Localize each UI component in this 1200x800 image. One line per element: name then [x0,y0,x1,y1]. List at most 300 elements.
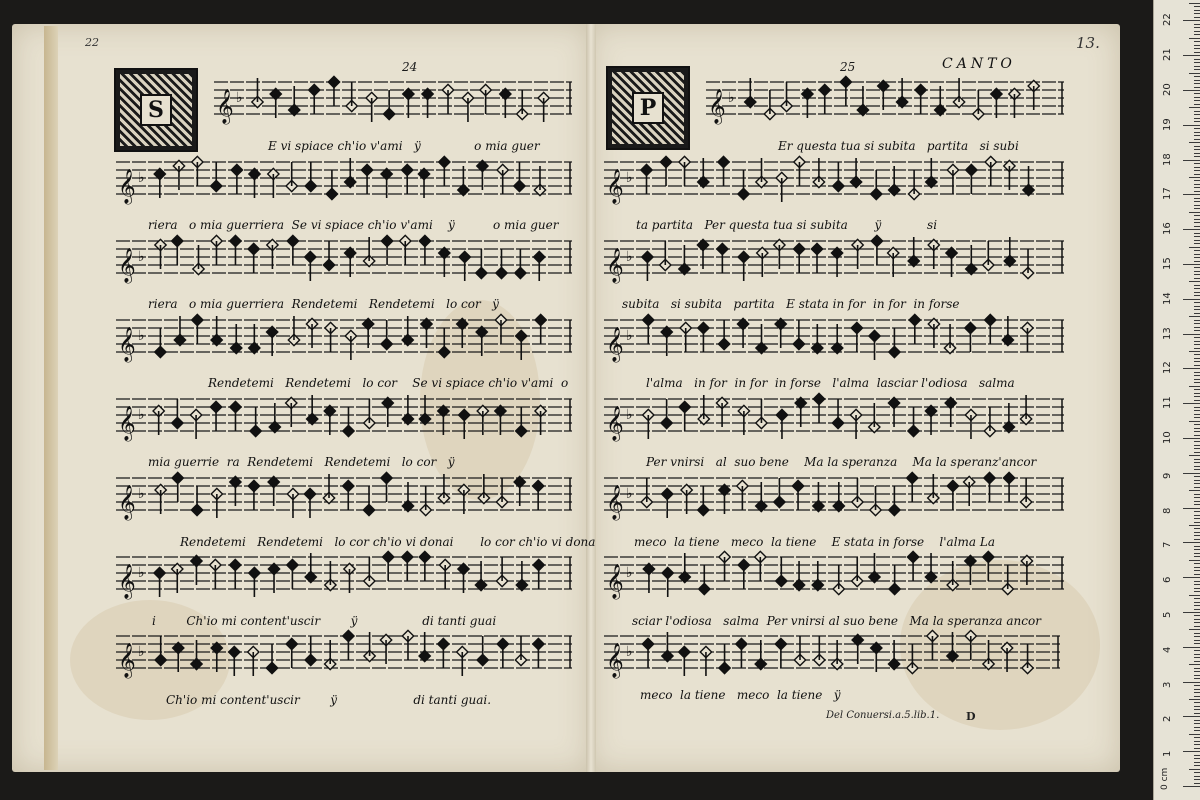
music-staff [604,310,1064,366]
ruler-tick [1194,448,1200,449]
ruler-tick [1189,281,1200,282]
ruler-tick [1194,776,1200,777]
clef-icon: 𝄞 [606,248,624,283]
ruler-tick [1194,6,1200,7]
ruler-tick [1194,80,1200,81]
ruler-tick [1194,27,1200,28]
ruler-tick [1194,219,1200,220]
music-staff [116,547,572,603]
ruler-label: 9 [1162,472,1173,479]
ruler-tick [1189,421,1200,422]
ruler-tick [1194,149,1200,150]
ruler-tick [1194,323,1200,324]
ruler-tick [1183,577,1200,578]
clef-icon: 𝄞 [118,248,136,283]
clef-icon: 𝄞 [118,485,136,520]
ruler-tick [1194,428,1200,429]
ruler-label: 11 [1162,396,1173,410]
ruler-tick [1194,441,1200,442]
decorated-initial-p [606,66,690,150]
ruler-tick [1194,59,1200,60]
ruler-tick [1194,337,1200,338]
ruler-tick [1189,560,1200,561]
flat-icon: ♭ [138,328,145,344]
lyric-line: i Ch'io mi content'uscir ÿ di tanti guai [152,614,497,628]
ruler-tick [1194,250,1200,251]
ruler-tick [1194,354,1200,355]
ruler-label: 6 [1162,576,1173,584]
ruler-tick [1194,511,1200,512]
ruler-tick [1194,779,1200,780]
ruler-tick [1183,542,1200,543]
ruler-tick [1194,501,1200,502]
ruler-tick [1194,758,1200,759]
music-staff [116,468,572,524]
ruler-tick [1194,622,1200,623]
ruler-tick [1194,187,1200,188]
ruler-tick [1194,417,1200,418]
ruler-tick [1194,156,1200,157]
ruler-tick [1194,567,1200,568]
ruler-tick [1194,410,1200,411]
flat-icon: ♭ [626,407,633,423]
ruler-tick [1194,309,1200,310]
ruler-tick [1194,226,1200,227]
ruler-tick [1189,595,1200,596]
flat-icon: ♭ [236,90,243,106]
clef-icon: 𝄞 [606,406,624,441]
ruler-tick [1183,160,1200,161]
ruler-tick [1194,741,1200,742]
ruler-tick [1183,20,1200,21]
ruler-tick [1194,609,1200,610]
ruler-tick [1189,107,1200,108]
ruler-tick [1194,483,1200,484]
lyric-line: riera o mia guerriera Rendetemi Rendetemi lo cor ÿ [148,297,499,311]
ruler-label: 10 [1162,431,1173,444]
ruler-tick [1189,247,1200,248]
lyric-line: Per vnirsi al suo bene Ma la speranza Ma la speranz'ancor [646,455,1037,469]
ruler-tick [1194,588,1200,589]
ruler-tick [1194,723,1200,724]
ruler-tick [1194,546,1200,547]
ruler-tick [1189,455,1200,456]
flat-icon: ♭ [626,486,633,502]
ruler-tick [1183,473,1200,474]
ruler-tick [1189,316,1200,317]
ruler-tick [1194,765,1200,766]
ruler-tick [1194,34,1200,35]
ruler-tick [1194,13,1200,14]
ruler-tick [1194,445,1200,446]
flat-icon: ♭ [626,328,633,344]
ruler-tick [1183,55,1200,56]
ruler-tick [1194,278,1200,279]
ruler-tick [1189,629,1200,630]
ruler-tick [1194,191,1200,192]
ruler-tick [1194,243,1200,244]
ruler-tick [1189,699,1200,700]
ruler-label: 7 [1162,542,1173,549]
ruler-tick [1189,3,1200,4]
ruler-tick [1194,201,1200,202]
ruler-tick [1194,696,1200,697]
ruler-tick [1194,170,1200,171]
right-page-number: 25 [840,60,856,74]
ruler-tick [1189,212,1200,213]
voice-part-header: CANTO [942,56,1016,72]
flat-icon: ♭ [728,90,735,106]
ruler-tick [1194,706,1200,707]
ruler-tick [1194,650,1200,651]
ruler-tick [1194,574,1200,575]
ruler-tick [1194,184,1200,185]
ruler-tick [1194,584,1200,585]
ruler-label: 20 [1162,83,1173,96]
ruler-tick [1194,52,1200,53]
ruler-tick [1194,755,1200,756]
ruler-label: 16 [1162,222,1173,236]
ruler-unit-label: 0 cm [1160,767,1170,790]
ruler-tick [1194,407,1200,408]
ruler-tick [1189,142,1200,143]
clef-icon: 𝄞 [216,89,234,124]
ruler-tick [1194,100,1200,101]
ruler-tick [1194,111,1200,112]
ruler-label: 19 [1162,118,1173,131]
flat-icon: ♭ [138,407,145,423]
ruler-tick [1183,716,1200,717]
ruler-tick [1194,487,1200,488]
left-page-number: 24 [402,60,418,74]
initial-letter: S [140,94,172,126]
ruler-tick [1194,180,1200,181]
ruler-tick [1189,734,1200,735]
ruler-tick [1194,31,1200,32]
ruler-tick [1194,104,1200,105]
lyric-line: Rendetemi Rendetemi lo cor Se vi spiace ch'io v'ami o [208,376,569,390]
ruler-tick [1194,591,1200,592]
ruler-tick [1194,306,1200,307]
ruler-tick [1194,62,1200,63]
music-staff [604,468,1064,524]
ruler-tick [1194,396,1200,397]
clef-icon: 𝄞 [118,406,136,441]
ruler-tick [1194,146,1200,147]
ruler-tick [1183,438,1200,439]
ruler-tick [1194,10,1200,11]
ruler-tick [1194,570,1200,571]
ruler-tick [1194,233,1200,234]
ruler-tick [1189,351,1200,352]
ruler-tick [1194,678,1200,679]
flat-icon: ♭ [138,486,145,502]
ruler-tick [1194,553,1200,554]
ruler-tick [1183,194,1200,195]
ruler-tick [1194,626,1200,627]
ruler-tick [1194,640,1200,641]
flat-icon: ♭ [626,644,633,660]
ruler-tick [1194,772,1200,773]
ruler-tick [1194,163,1200,164]
ruler-tick [1194,97,1200,98]
ruler-label: 17 [1162,187,1173,201]
ruler-tick [1194,132,1200,133]
lyric-line: sciar l'odiosa salma Per vnirsi al suo bene Ma la speranza ancor [632,614,1041,628]
ruler-tick [1183,368,1200,369]
ruler-tick [1183,264,1200,265]
ruler-tick [1194,619,1200,620]
ruler-tick [1183,403,1200,404]
ruler-tick [1183,90,1200,91]
ruler-tick [1194,135,1200,136]
ruler-tick [1194,285,1200,286]
ruler-tick [1194,292,1200,293]
ruler-tick [1183,508,1200,509]
clef-icon: 𝄞 [118,564,136,599]
ruler-tick [1194,83,1200,84]
ruler-tick [1194,535,1200,536]
ruler-tick [1194,361,1200,362]
music-staff [706,72,1064,128]
ruler-tick [1194,414,1200,415]
ruler-tick [1189,38,1200,39]
lyric-line: ta partita Per questa tua si subita ÿ si [636,218,938,232]
ruler-tick [1194,267,1200,268]
music-staff [604,389,1064,445]
ruler-tick [1194,174,1200,175]
ruler-tick [1189,73,1200,74]
ruler-tick [1194,727,1200,728]
ruler-tick [1194,494,1200,495]
signature-mark: D [966,710,976,723]
ruler-label: 18 [1162,152,1173,166]
ruler-label: 14 [1162,292,1173,305]
ruler-tick [1194,783,1200,784]
ruler-tick [1194,302,1200,303]
ruler-tick [1194,87,1200,88]
ruler-tick [1194,114,1200,115]
music-staff [604,547,1064,603]
clef-icon: 𝄞 [708,89,726,124]
music-staff [116,231,572,287]
ruler-label: 22 [1162,13,1173,27]
ruler-tick [1194,344,1200,345]
lyric-line: subita si subita partita E stata in for in for in forse [622,297,960,311]
ruler-tick [1194,424,1200,425]
ruler-label: 3 [1162,681,1173,688]
ruler-tick [1194,602,1200,603]
ruler-label: 4 [1162,646,1173,653]
ruler-tick [1194,515,1200,516]
measurement-ruler [1153,0,1200,800]
book-gutter [586,24,596,772]
ruler-tick [1194,709,1200,710]
ruler-tick [1194,605,1200,606]
ruler-tick [1194,118,1200,119]
ruler-tick [1194,702,1200,703]
clef-icon: 𝄞 [606,643,624,678]
ruler-tick [1194,261,1200,262]
ruler-tick [1194,167,1200,168]
ruler-tick [1194,198,1200,199]
ruler-tick [1194,121,1200,122]
ruler-tick [1194,636,1200,637]
ruler-tick [1183,647,1200,648]
lyric-line: riera o mia guerriera Se vi spiace ch'io v'ami ÿ o mia guer [148,218,559,232]
ruler-tick [1194,341,1200,342]
ruler-tick [1194,205,1200,206]
ruler-tick [1189,769,1200,770]
ruler-tick [1194,539,1200,540]
ruler-label: 1 [1162,750,1173,758]
ruler-tick [1194,462,1200,463]
music-staff [604,231,1064,287]
flat-icon: ♭ [138,170,145,186]
ruler-tick [1194,528,1200,529]
ruler-tick [1194,358,1200,359]
ruler-tick [1194,274,1200,275]
ruler-tick [1194,379,1200,380]
ruler-tick [1194,748,1200,749]
flat-icon: ♭ [626,565,633,581]
ruler-tick [1194,66,1200,67]
ruler-tick [1194,69,1200,70]
binding-edge [44,26,58,770]
ruler-label: 15 [1162,257,1173,270]
ruler-tick [1194,389,1200,390]
flat-icon: ♭ [138,565,145,581]
ruler-tick [1189,177,1200,178]
clef-icon: 𝄞 [606,485,624,520]
colophon: Del Conuersi.a.5.lib.1. [826,710,940,721]
ruler-tick [1194,48,1200,49]
flat-icon: ♭ [626,249,633,265]
ruler-tick [1194,400,1200,401]
clef-icon: 𝄞 [118,643,136,678]
lyric-line: mia guerrie ra Rendetemi Rendetemi lo cor ÿ [148,455,455,469]
ruler-tick [1194,41,1200,42]
folio-number: 13. [1076,34,1100,52]
ruler-tick [1183,612,1200,613]
ruler-tick [1194,720,1200,721]
ruler-tick [1194,730,1200,731]
ruler-tick [1194,24,1200,25]
clef-icon: 𝄞 [606,169,624,204]
ruler-tick [1183,334,1200,335]
ruler-label: 21 [1162,48,1173,62]
ruler-tick [1194,654,1200,655]
ruler-tick [1189,386,1200,387]
ruler-tick [1189,525,1200,526]
ruler-tick [1194,518,1200,519]
lyric-line: Ch'io mi content'uscir ÿ di tanti guai. [166,693,492,707]
ruler-tick [1189,664,1200,665]
ruler-label: 13 [1162,326,1173,340]
ruler-tick [1194,633,1200,634]
ruler-label: 2 [1162,716,1173,723]
ruler-tick [1183,299,1200,300]
ruler-tick [1194,466,1200,467]
ruler-tick [1194,657,1200,658]
ruler-tick [1194,435,1200,436]
ruler-tick [1194,504,1200,505]
ruler-tick [1183,682,1200,683]
ruler-tick [1194,128,1200,129]
ruler-tick [1194,382,1200,383]
clef-icon: 𝄞 [606,564,624,599]
lyric-line: Rendetemi Rendetemi lo cor ch'io vi donai lo cor ch'io vi dona [180,535,596,549]
music-staff [116,389,572,445]
ruler-tick [1194,76,1200,77]
ruler-tick [1194,744,1200,745]
ruler-tick [1189,490,1200,491]
ruler-tick [1194,615,1200,616]
ruler-tick [1194,17,1200,18]
ruler-tick [1194,431,1200,432]
lyric-line: l'alma in for in for in forse l'alma lasciar l'odiosa salma [646,376,1015,390]
ruler-tick [1194,365,1200,366]
clef-icon: 𝄞 [118,327,136,362]
ruler-tick [1194,153,1200,154]
ruler-label: 12 [1162,361,1173,375]
ruler-tick [1194,713,1200,714]
ruler-tick [1194,222,1200,223]
ruler-tick [1194,737,1200,738]
music-staff [604,152,1064,208]
initial-letter: P [632,92,664,124]
corner-mark: 22 [85,36,99,49]
lyric-line: Er questa tua si subita partita si subi [778,139,1019,153]
ruler-tick [1194,45,1200,46]
ruler-tick [1194,675,1200,676]
ruler-tick [1194,549,1200,550]
clef-icon: 𝄞 [118,169,136,204]
ruler-tick [1194,692,1200,693]
flat-icon: ♭ [138,249,145,265]
decorated-initial-s [114,68,198,152]
ruler-label: 5 [1162,611,1173,618]
ruler-tick [1194,556,1200,557]
ruler-tick [1194,671,1200,672]
ruler-tick [1183,751,1200,752]
ruler-tick [1194,643,1200,644]
ruler-tick [1194,497,1200,498]
ruler-tick [1194,459,1200,460]
ruler-tick [1194,257,1200,258]
ruler-tick [1194,208,1200,209]
ruler-tick [1194,327,1200,328]
ruler-tick [1183,229,1200,230]
ruler-tick [1194,685,1200,686]
ruler-tick [1183,786,1200,787]
ruler-tick [1194,393,1200,394]
ruler-tick [1194,295,1200,296]
ruler-tick [1194,469,1200,470]
ruler-label: 8 [1162,507,1173,514]
ruler-tick [1194,563,1200,564]
ruler-tick [1194,254,1200,255]
music-staff [116,152,572,208]
ruler-tick [1194,476,1200,477]
ruler-tick [1194,598,1200,599]
ruler-tick [1194,668,1200,669]
lyric-line: meco la tiene meco la tiene E stata in forse l'alma La [634,535,996,549]
ruler-tick [1194,452,1200,453]
music-staff [604,626,1060,682]
ruler-tick [1194,581,1200,582]
ruler-tick [1194,240,1200,241]
